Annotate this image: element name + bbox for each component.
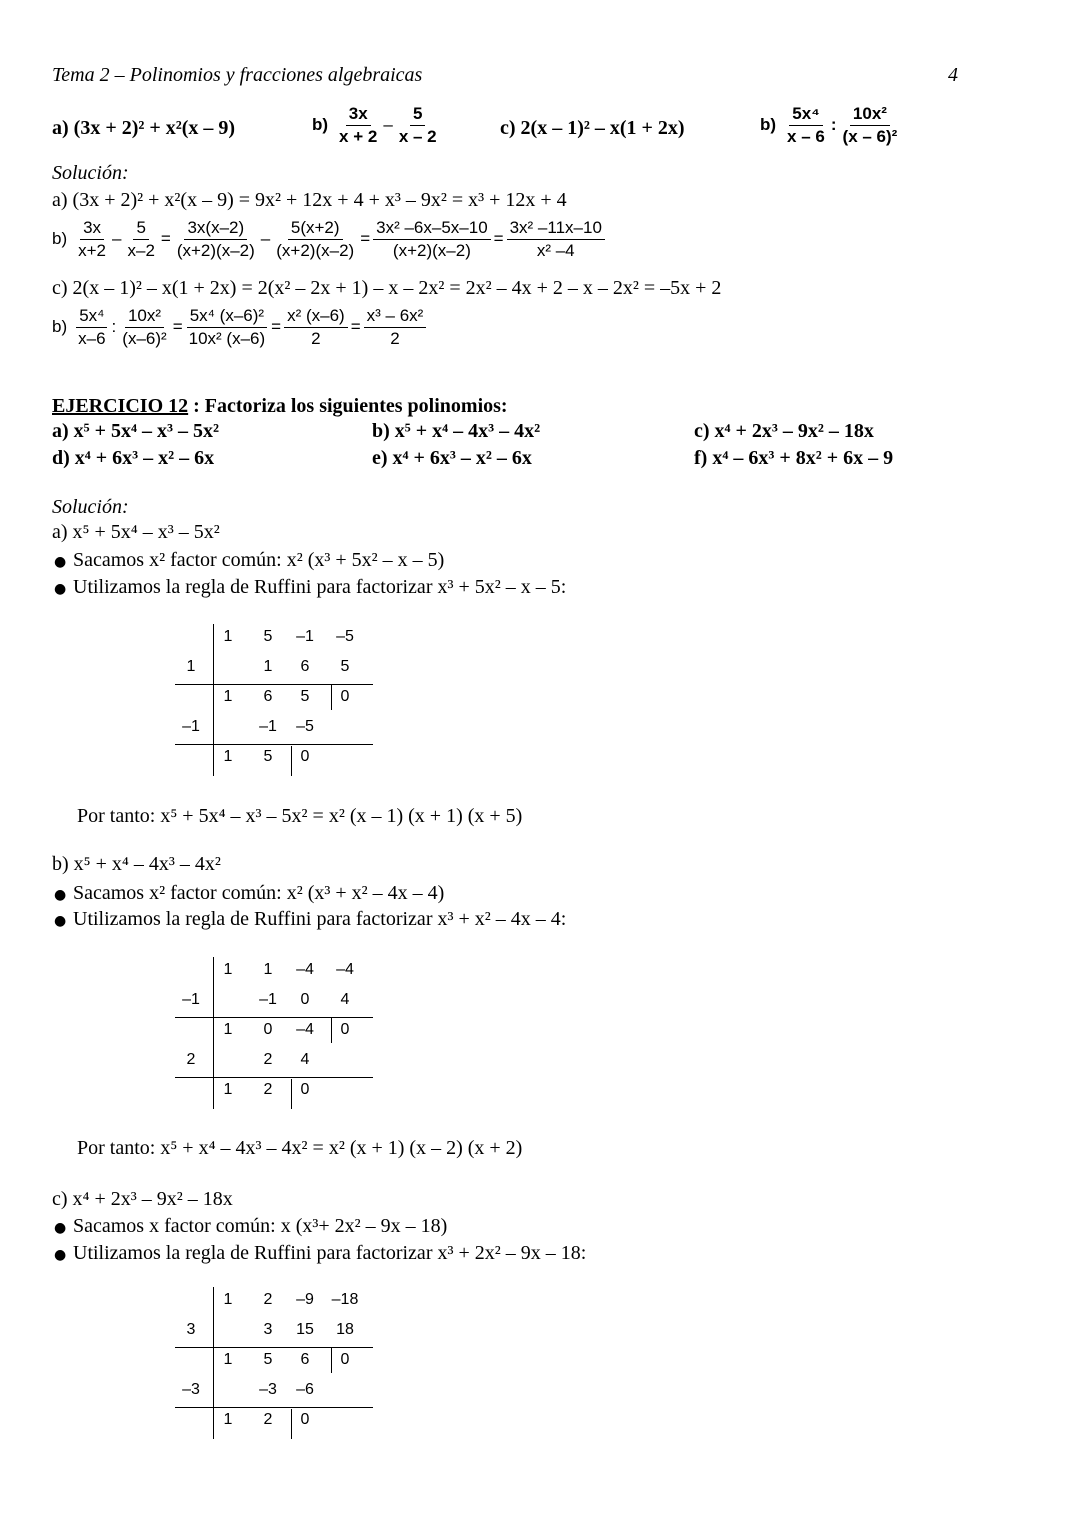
operator: = [172,317,183,337]
ruffini-horizontal-line [175,1017,373,1018]
ruffini-cell: 5 [263,748,273,765]
bullet-icon: ● [54,1247,67,1263]
bullet-icon: ● [54,581,67,597]
ruffini-cell: –4 [296,961,314,978]
fraction [507,218,605,260]
fraction-denominator: x+2 [78,240,107,260]
fraction-denominator: x – 6 [787,126,825,146]
ruffini-remainder-line [291,746,292,776]
ruffini-cell: 0 [340,1021,350,1038]
ruffini-root: 2 [186,1051,196,1068]
fraction-denominator: (x – 6)² [842,126,898,146]
ruffini-cell: 2 [263,1081,273,1098]
ruffini-cell: 5 [300,688,310,705]
operator: : [830,115,837,135]
fraction-denominator: x–6 [78,328,106,348]
ruffini-remainder-line [291,1409,292,1439]
solution-label-1: Solución: [52,162,129,184]
ruffini-root: 1 [186,658,196,675]
part-a-bullet-2: Utilizamos la regla de Ruffini para factorizar x³ + 5x² – x – 5: [73,576,567,598]
exercise-12-a: a) x⁵ + 5x⁴ – x³ – 5x² [52,420,220,442]
ruffini-table-c [175,1287,375,1439]
ruffini-vertical-line [213,624,214,776]
ruffini-cell: 0 [340,1351,350,1368]
ruffini-cell: 6 [300,1351,310,1368]
fraction-numerator: 5x⁴ [76,306,107,328]
part-b-bullet-1: Sacamos x² factor común: x² (x³ + x² – 4x – 4) [73,882,445,904]
problem-c: c) 2(x – 1)² – x(1 + 2x) [500,117,685,139]
exercise-12-d: d) x⁴ + 6x³ – x² – 6x [52,447,215,469]
ruffini-horizontal-line [175,684,373,685]
page-header-title: Tema 2 – Polinomios y fracciones algebraicas [52,64,423,86]
fraction-numerator: 3x(x–2) [184,218,247,240]
ruffini-remainder-line [331,1017,332,1043]
ruffini-root: 3 [186,1321,196,1338]
problem-b-fraction-1 [336,104,380,146]
fraction-numerator: 10x² [125,306,164,328]
fraction-numerator: 5x⁴ (x–6)² [187,306,267,328]
operator: = [360,229,371,249]
ruffini-cell: 2 [263,1051,273,1068]
part-b-heading: b) x⁵ + x⁴ – 4x³ – 4x² [52,853,221,875]
fraction-denominator: (x+2)(x–2) [176,240,255,260]
ruffini-cell: 3 [263,1321,273,1338]
ruffini-cell: 0 [300,748,310,765]
ruffini-root: –1 [182,991,200,1008]
ruffini-cell: 1 [223,688,233,705]
solution-d-expression [73,306,428,348]
ruffini-horizontal-line [175,1407,373,1408]
fraction [186,306,269,348]
exercise-12-e: e) x⁴ + 6x³ – x² – 6x [372,447,532,469]
fraction-numerator: 5(x+2) [288,218,343,240]
part-a-result: Por tanto: x⁵ + 5x⁴ – x³ – 5x² = x² (x – 1) (x + 1) (x + 5) [77,805,523,827]
fraction [75,218,109,260]
part-c-heading: c) x⁴ + 2x³ – 9x² – 18x [52,1188,233,1210]
fraction [119,306,169,348]
ruffini-cell: 0 [300,991,310,1008]
ruffini-table-a [175,624,375,776]
problem-d-fraction-2 [840,104,901,146]
ruffini-cell: 1 [223,1081,233,1098]
exercise-12-b: b) x⁵ + x⁴ – 4x³ – 4x² [372,420,541,442]
fraction [284,306,348,348]
solution-b-line [52,218,607,260]
ruffini-cell: 1 [223,1411,233,1428]
exercise-12-heading [52,395,508,418]
fraction-denominator: (x+2)(x–2) [392,240,471,260]
bullet-icon: ● [54,554,67,570]
ruffini-cell: –5 [296,718,314,735]
ruffini-cell: 1 [263,658,273,675]
fraction [174,218,258,260]
ruffini-cell: –9 [296,1291,314,1308]
problem-d [760,104,902,146]
ruffini-cell: 1 [223,1351,233,1368]
fraction [364,306,427,348]
operator: – [383,115,393,135]
problem-b-fraction-2 [396,104,440,146]
fraction-denominator: x–2 [127,240,155,260]
fraction [273,218,357,260]
ruffini-cell: 1 [223,748,233,765]
ruffini-cell: 1 [223,961,233,978]
fraction-numerator: 3x² –6x–5x–10 [373,218,491,240]
problem-d-label: b) [760,115,777,135]
part-a-heading: a) x⁵ + 5x⁴ – x³ – 5x² [52,521,220,543]
operator: = [350,317,361,337]
fraction-numerator: x³ – 6x² [364,306,427,328]
ruffini-horizontal-line [175,744,373,745]
ruffini-cell: –6 [296,1381,314,1398]
ruffini-cell: 2 [263,1291,273,1308]
ruffini-cell: 18 [336,1321,354,1338]
ruffini-cell: 15 [296,1321,314,1338]
fraction-denominator: (x–6)² [122,328,167,348]
exercise-12-f: f) x⁴ – 6x³ + 8x² + 6x – 9 [694,447,894,469]
problem-d-fraction-1 [784,104,828,146]
ruffini-cell: 5 [340,658,350,675]
bullet-icon: ● [54,913,67,929]
ruffini-cell: 5 [263,1351,273,1368]
operator: = [493,229,504,249]
ruffini-cell: 1 [223,1291,233,1308]
part-c-bullet-1: Sacamos x factor común: x (x³+ 2x² – 9x – 18) [73,1215,448,1237]
exercise-12-c: c) x⁴ + 2x³ – 9x² – 18x [694,420,874,442]
fraction-denominator: x – 2 [398,126,437,146]
ruffini-cell: 0 [263,1021,273,1038]
ruffini-cell: 1 [223,1021,233,1038]
ruffini-cell: 4 [300,1051,310,1068]
solution-c-line: c) 2(x – 1)² – x(1 + 2x) = 2(x² – 2x + 1) – x – 2x² = 2x² – 4x + 2 – x – 2x² = –5x + 2 [52,277,722,299]
ruffini-cell: 0 [300,1081,310,1098]
ruffini-vertical-line [213,957,214,1109]
fraction [373,218,491,260]
fraction [124,218,157,260]
fraction-denominator: x² –4 [536,240,575,260]
part-b-result: Por tanto: x⁵ + x⁴ – 4x³ – 4x² = x² (x + 1) (x – 2) (x + 2) [77,1137,523,1159]
part-a-bullet-1: Sacamos x² factor común: x² (x³ + 5x² – x – 5) [73,549,445,571]
page-number: 4 [948,64,958,86]
ruffini-cell: –1 [259,718,277,735]
fraction-denominator: x + 2 [339,126,378,146]
fraction-numerator: x² (x–6) [284,306,348,328]
ruffini-remainder-line [331,684,332,710]
problem-b-label: b) [312,115,329,135]
ruffini-remainder-line [331,1347,332,1373]
ruffini-cell: –1 [259,991,277,1008]
solution-a-line: a) (3x + 2)² + x²(x – 9) = 9x² + 12x + 4 + x³ – 9x² = x³ + 12x + 4 [52,189,567,211]
fraction-denominator: 2 [311,328,321,348]
exercise-12-title: EJERCICIO 12 [52,395,189,417]
fraction-denominator: (x+2)(x–2) [276,240,355,260]
solution-label-2: Solución: [52,496,129,518]
ruffini-cell: 6 [263,688,273,705]
part-b-bullet-2: Utilizamos la regla de Ruffini para factorizar x³ + x² – 4x – 4: [73,908,567,930]
operator: = [271,317,282,337]
fraction-numerator: 5 [133,218,148,240]
ruffini-cell: 5 [263,628,273,645]
fraction-numerator: 3x [346,104,371,126]
ruffini-cell: –3 [259,1381,277,1398]
ruffini-cell: –5 [336,628,354,645]
fraction-numerator: 3x² –11x–10 [507,218,605,240]
fraction [75,306,108,348]
ruffini-cell: 0 [300,1411,310,1428]
ruffini-cell: 1 [263,961,273,978]
part-c-bullet-2: Utilizamos la regla de Ruffini para factorizar x³ + 2x² – 9x – 18: [73,1242,587,1264]
ruffini-root: –3 [182,1381,200,1398]
ruffini-table-b [175,957,375,1109]
ruffini-cell: –4 [296,1021,314,1038]
bullet-icon: ● [54,1220,67,1236]
operator: – [112,229,122,249]
solution-d-label: b) [52,317,68,337]
ruffini-cell: –1 [296,628,314,645]
ruffini-cell: 0 [340,688,350,705]
ruffini-remainder-line [291,1079,292,1109]
fraction-denominator: 10x² (x–6) [188,328,266,348]
ruffini-vertical-line [213,1287,214,1439]
ruffini-cell: 4 [340,991,350,1008]
solution-b-label: b) [52,229,68,249]
fraction-numerator: 5 [410,104,425,126]
ruffini-horizontal-line [175,1347,373,1348]
solution-d-line [52,306,428,348]
problem-b [312,104,442,146]
operator: – [260,229,271,249]
problem-a: a) (3x + 2)² + x²(x – 9) [52,117,236,139]
operator: : [111,317,117,337]
fraction-numerator: 5x⁴ [789,104,822,126]
ruffini-root: –1 [182,718,200,735]
ruffini-cell: –18 [331,1291,359,1308]
fraction-numerator: 10x² [850,104,890,126]
exercise-12-instruction: : Factoriza los siguientes polinomios: [188,395,508,417]
ruffini-cell: 6 [300,658,310,675]
fraction-numerator: 3x [80,218,104,240]
fraction-denominator: 2 [390,328,400,348]
ruffini-cell: –4 [336,961,354,978]
ruffini-cell: 1 [223,628,233,645]
ruffini-cell: 2 [263,1411,273,1428]
operator: = [160,229,171,249]
bullet-icon: ● [54,887,67,903]
solution-b-expression [73,218,607,260]
ruffini-horizontal-line [175,1077,373,1078]
